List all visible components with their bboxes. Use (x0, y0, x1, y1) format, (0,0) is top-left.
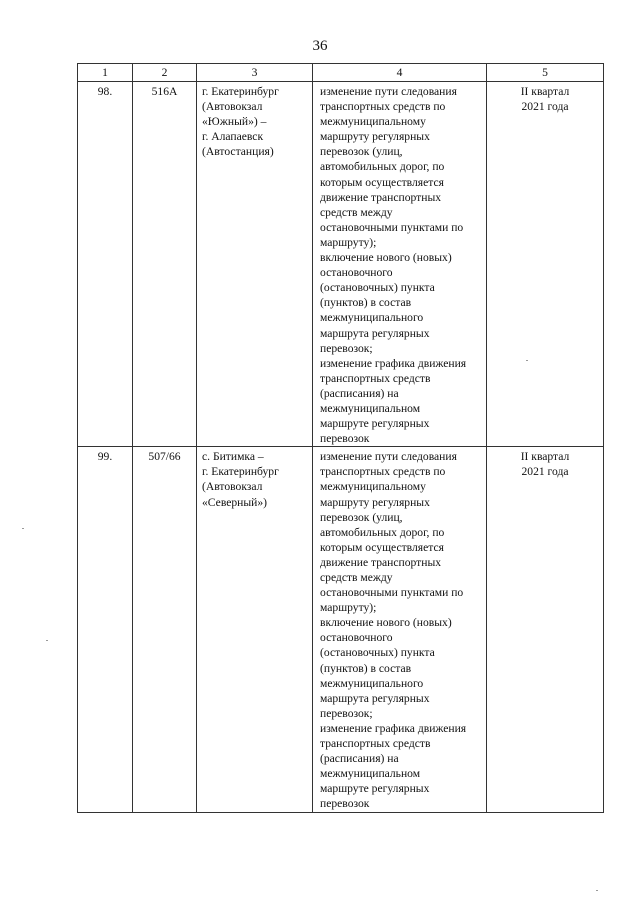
text-line: транспортных средств (320, 737, 431, 751)
text-line: межмуниципальному (320, 480, 426, 494)
text-line: маршруту регулярных (320, 495, 430, 509)
term-text (487, 447, 603, 479)
row-number-cell (78, 82, 133, 447)
term-cell (487, 447, 604, 812)
term-cell (487, 82, 604, 447)
route-name (197, 447, 312, 509)
text-line: с. Битимка – (202, 450, 264, 464)
route-name-cell (197, 82, 313, 447)
table-row (78, 82, 604, 447)
header-row (78, 64, 604, 82)
changes-text (313, 447, 486, 811)
header-col-4: 4 (313, 64, 487, 82)
route-name (197, 82, 312, 159)
text-line: (расписания) на (320, 386, 399, 400)
text-line: которым осуществляется (320, 175, 444, 189)
changes-cell (313, 82, 487, 447)
text-line: транспортных средств (320, 371, 431, 385)
text-line: остановочными пунктами по (320, 220, 464, 234)
route-number-cell (133, 82, 197, 447)
text-line: межмуниципальному (320, 115, 426, 129)
text-line: «Южный») – (202, 115, 267, 129)
text-line: средств между (320, 205, 393, 219)
text-line: включение нового (новых) (320, 616, 452, 630)
header-col-5: 5 (487, 64, 604, 82)
text-line: перевозок; (320, 706, 373, 720)
text-line: II квартал (520, 85, 570, 98)
term-text (487, 82, 603, 114)
text-line: г. Екатеринбург (202, 85, 279, 98)
route-name-cell (197, 447, 313, 812)
text-line: остановочного (320, 266, 393, 280)
text-line: перевозок; (320, 341, 373, 355)
text-line: движение транспортных (320, 190, 442, 204)
text-line: (пунктов) в состав (320, 296, 412, 310)
text-line: маршрута регулярных (320, 326, 430, 340)
text-line: маршруте регулярных (320, 782, 430, 796)
text-line: средств между (320, 571, 393, 584)
row-number-cell (78, 447, 133, 812)
table-row (78, 447, 604, 812)
route-number: 516А (151, 85, 178, 98)
text-line: межмуниципальном (320, 401, 421, 415)
row-number: 98. (97, 85, 113, 98)
text-line: изменение пути следования (320, 85, 457, 98)
text-line: маршруте регулярных (320, 417, 430, 431)
text-line: маршруту); (320, 601, 377, 615)
text-line: транспортных средств по (320, 100, 446, 114)
text-line: 2021 года (521, 465, 569, 479)
text-line: маршрута регулярных (320, 691, 430, 705)
text-line: движение транспортных (320, 555, 442, 569)
header-col-1: 1 (78, 64, 133, 82)
text-line: автомобильных дорог, по (320, 525, 445, 539)
text-line: перевозок (улиц, (320, 510, 403, 524)
text-line: маршруту регулярных (320, 130, 430, 144)
text-line: включение нового (новых) (320, 251, 452, 265)
header-col-2: 2 (133, 64, 197, 82)
header-col-3: 3 (197, 64, 313, 82)
text-line: межмуниципального (320, 311, 424, 325)
text-line: изменение графика движения (320, 356, 467, 370)
text-line: 2021 года (521, 100, 569, 114)
route-number-cell (133, 447, 197, 812)
text-line: перевозок (320, 432, 370, 446)
changes-cell (313, 447, 487, 812)
text-line: автомобильных дорог, по (320, 160, 445, 174)
route-number: 507/66 (148, 450, 181, 464)
scan-speck (46, 640, 48, 641)
text-line: (расписания) на (320, 752, 399, 766)
text-line: (Автовокзал (202, 480, 263, 494)
text-line: изменение графика движения (320, 721, 467, 735)
text-line: маршруту); (320, 235, 377, 249)
text-line: транспортных средств по (320, 465, 446, 479)
text-line: (остановочных) пункта (320, 646, 435, 660)
text-line: остановочного (320, 631, 393, 645)
text-line: остановочными пунктами по (320, 586, 464, 600)
changes-text (313, 82, 486, 446)
text-line: изменение пути следования (320, 450, 457, 464)
routes-table (77, 63, 604, 813)
text-line: перевозок (320, 797, 370, 811)
scan-speck (526, 360, 528, 361)
text-line: межмуниципального (320, 676, 424, 690)
text-line: (остановочных) пункта (320, 281, 435, 295)
text-line: (Автостанция) (202, 145, 274, 159)
scan-speck (596, 890, 598, 891)
text-line: межмуниципальном (320, 767, 421, 781)
scan-speck (22, 528, 24, 529)
text-line: II квартал (520, 450, 570, 464)
page-number: 36 (312, 38, 328, 54)
text-line: (пунктов) в состав (320, 661, 412, 675)
row-number: 99. (97, 450, 113, 464)
text-line: «Северный») (202, 495, 268, 509)
text-line: г. Екатеринбург (202, 465, 279, 479)
text-line: которым осуществляется (320, 540, 444, 554)
text-line: (Автовокзал (202, 100, 263, 114)
text-line: перевозок (улиц, (320, 145, 403, 159)
text-line: г. Алапаевск (202, 130, 264, 144)
